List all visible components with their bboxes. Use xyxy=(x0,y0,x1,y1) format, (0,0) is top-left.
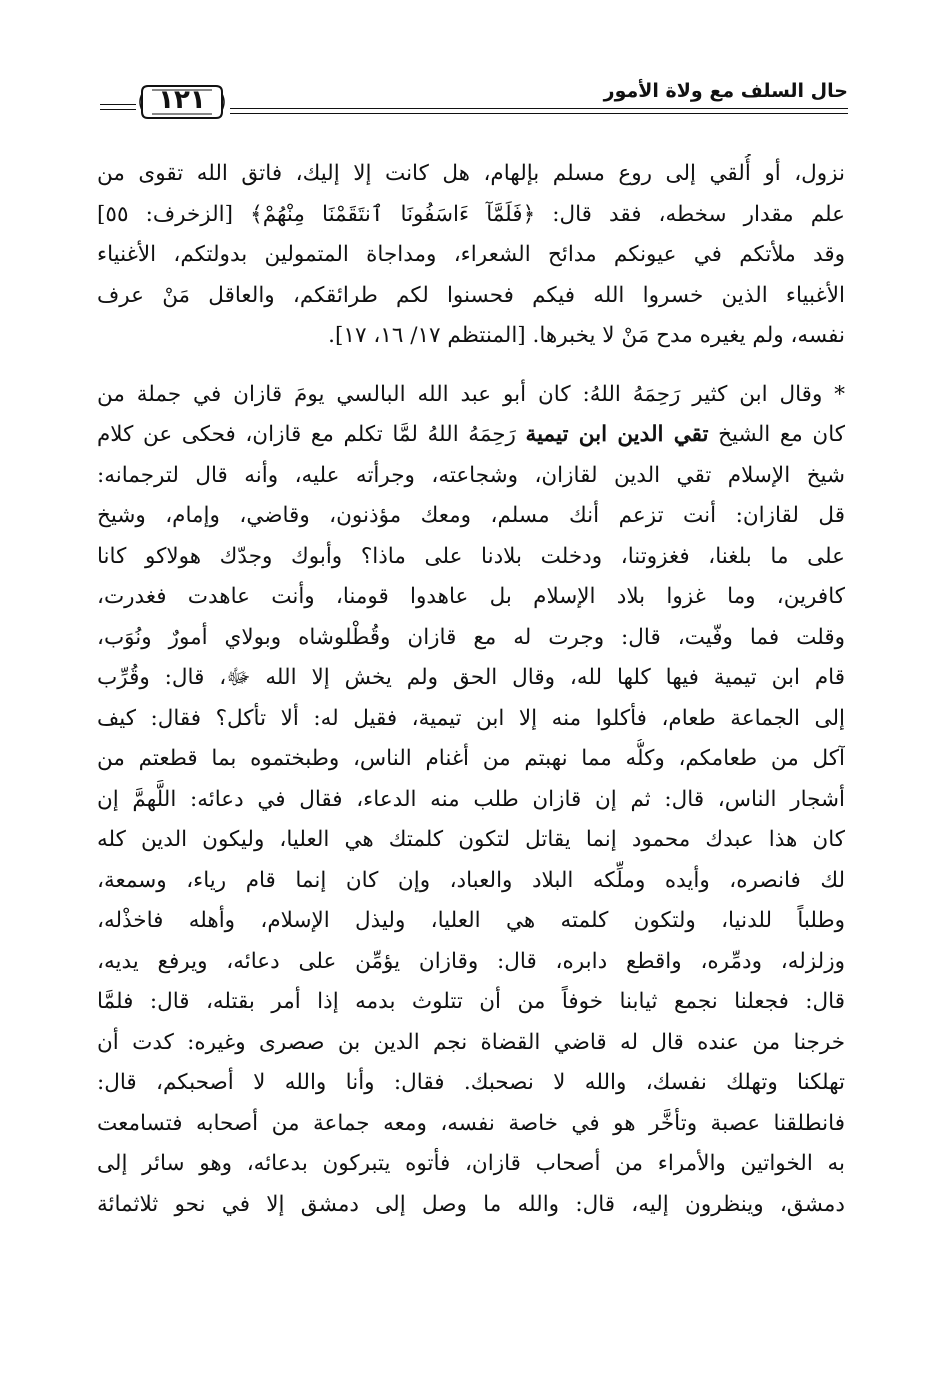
text-line: كافرين، وما غزوا بلاد الإسلام بل عاهدوا قومنا، وأنت عاهدت فغدرت، xyxy=(97,584,845,609)
text-line: الأغبياء الذين خسروا الله فيكم فحسنوا لكم طرائقكم، والعاقل مَنْ عرف xyxy=(97,282,845,308)
header-rule-left-top xyxy=(100,104,136,105)
text-line: على ما بلغنا، فغزوتنا، ودخلت بلادنا على ماذا؟ وأبوك وجدّك هولاكو كانا xyxy=(97,543,845,569)
text-line: نزول، أو أُلقي إلى روع مسلم بإلهام، هل كانت إلا إليك، فاتق الله تقوى من xyxy=(97,161,845,186)
text-line: لك فانصره، وأيده وملِّكه البلاد والعباد، وإن كان إنما قام رياء، وسمعة، xyxy=(97,867,845,893)
header-rule-right-top xyxy=(230,108,848,109)
paragraph-gap xyxy=(97,357,845,375)
text-line: أشجار الناس، قال: ثم إن قازان طلب منه الدعاء، فقال في دعائه: اللَّهمَّ إن xyxy=(97,786,845,812)
text-line: به الخواتين والأمراء من أصحاب قازان، فأتوه يتبركون بدعائه، وهو سائر إلى xyxy=(97,1151,845,1176)
text-line: وطلباً للدنيا، ولتكون كلمته هي العليا، وليذل الإسلام، وأهله فاخذْله، xyxy=(97,908,845,933)
text-line: نفسه، ولم يغيره مدح مَنْ لا يخبرها. [المنتظم ١٧/ ١٦، ١٧]. xyxy=(328,323,845,348)
text-line-with-name xyxy=(97,415,845,456)
text-line: شيخ الإسلام تقي الدين لقازان، وشجاعته، وجرأته عليه، وأنه قال لترجمانه: xyxy=(97,462,845,488)
text-line: تهلكنا وتهلك نفسك، والله لا نصحبك. فقال: وأنا والله لا أصحبكم، قال: xyxy=(97,1070,845,1095)
page-number-frame xyxy=(138,82,226,122)
text-line: علم مقدار سخطه، فقد قال: ﴿فَلَمَّآ ءَاسَفُونَا ٱنتَقَمْنَا مِنْهُمْ﴾ [الزخرف: ٥٥] xyxy=(97,201,845,227)
text-fragment: كان مع الشيخ xyxy=(718,422,845,447)
text-line: خرجنا من عنده قال له قاضي القضاة نجم الدين بن صصرى وغيره: كدت أن xyxy=(97,1029,845,1055)
running-title: حال السلف مع ولاة الأمور xyxy=(603,80,848,102)
body-text xyxy=(97,154,845,1266)
text-line: وزلزله، ودمِّره، واقطع دابره، قال: وقازان يؤمِّن على دعائه، ويرفع يديه، xyxy=(97,948,845,974)
page-number: ١٢١ xyxy=(158,85,206,115)
header-rule-right-bottom xyxy=(230,113,848,114)
text-line xyxy=(97,1225,845,1266)
page-header xyxy=(100,76,848,126)
header-rule-left-bottom xyxy=(100,109,136,110)
text-line: قل لقازان: أنت تزعم أنك مسلم، ومعك مؤذنون، وقاضي، وإمام، وشيخ xyxy=(97,503,845,528)
text-line: قام ابن تيمية فيها كلها لله، وقال الحق ولم يخش إلا الله ﷻ، قال: وقُرِّب xyxy=(97,665,845,690)
text-line: آكل من طعامكم، وكلُّه مما نهبتم من أغنام الناس، وطبختموه بما قطعتم من xyxy=(97,746,845,771)
text-line: وقلت فما وفّيت، قال: وجرت له مع قازان وقُطْلوشاه وبولاي أمورٌ ونُوَب، xyxy=(97,624,845,650)
text-line: فانطلقنا عصبة وتأخَّر هو في خاصة نفسه، ومعه جماعة من أصحابه فتسامعت xyxy=(97,1110,845,1136)
text-line: وقد ملأتكم في عيونكم مدائح الشعراء، ومداجاة المتمولين بدولتكم، الأغنياء xyxy=(97,242,845,267)
text-line: قال: فجعلنا نجمع ثيابنا خوفاً من أن تتلوث بدمه إذا أمر بقتله، قال: فلمَّا xyxy=(97,989,845,1014)
text-line: * وقال ابن كثير رَحِمَهُ اللهُ: كان أبو عبد الله البالسي يومَ قازان في جملة من xyxy=(97,381,845,407)
text-line: إلى الجماعة طعام، فأكلوا منه إلا ابن تيمية، فقيل له: ألا تأكل؟ فقال: كيف xyxy=(97,705,845,731)
bold-name-ibn-taymiyya: تقي الدين ابن تيمية xyxy=(525,422,709,447)
text-fragment: رَحِمَهُ اللهُ لمَّا تكلم مع قازان، فحكى عن كلام xyxy=(97,422,516,447)
text-line: كان هذا عبدك محمود إنما يقاتل لتكون كلمتك هي العليا، وليكون الدين كله xyxy=(97,827,845,852)
text-line: دمشق، وينظرون إليه، قال: والله ما وصل إلى دمشق إلا في نحو ثلاثمائة xyxy=(97,1191,845,1217)
